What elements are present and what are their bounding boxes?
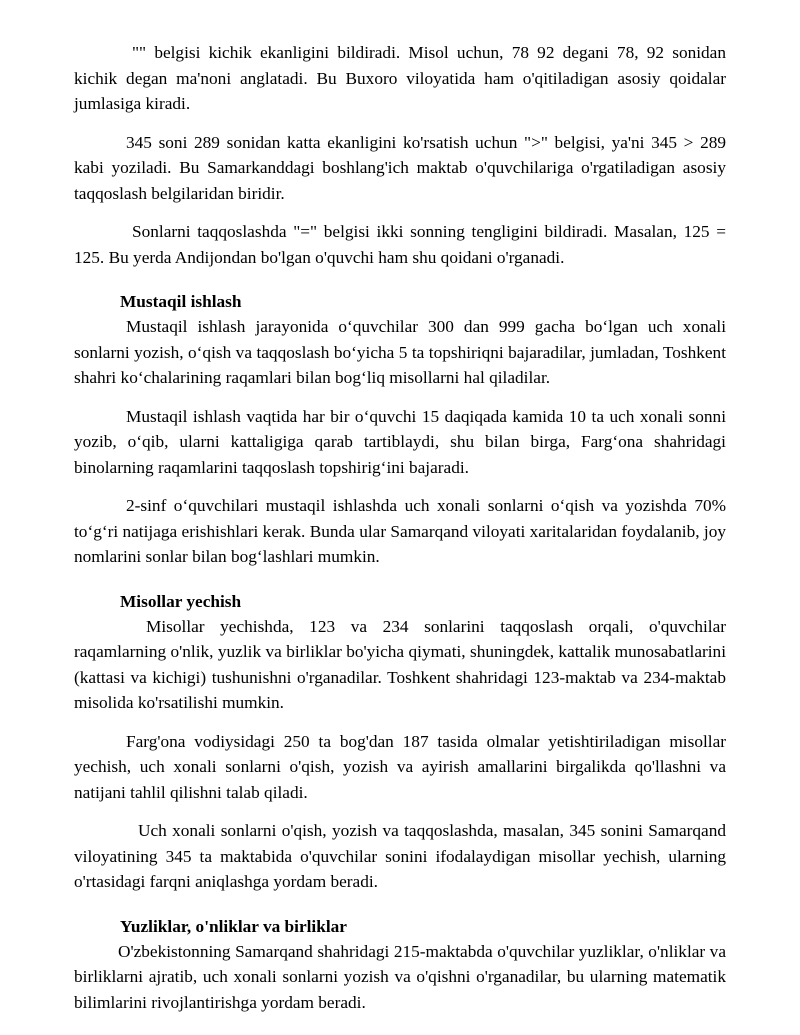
heading-misollar-yechish: Misollar yechish xyxy=(120,591,242,611)
paragraph-equals-sign: Sonlarni taqqoslashda "=" belgisi ikki sonning tengligini bildiradi. Masalan, 125 = 125. Bu yerda Andijondan bo'lgan o'quvchi ham shu qoidani o'rganadi. xyxy=(74,222,726,267)
heading-mustaqil-ishlash: Mustaqil ishlash xyxy=(120,292,242,311)
paragraph-examples-1: Misollar yechishda, 123 va 234 sonlarini taqqoslash orqali, o'quvchilar raqamlarning o'nlik, yuzlik va birliklar bo'yicha qiymati, shuningdek, kattalik munosabatlarini (kattasi va kichigi) tushunishni o'rganadilar. Toshkent shahridagi 123-maktab va 234-maktab misolida ko'rsatilishi mumkin. xyxy=(74,616,726,712)
paragraph-independent-work-2: Mustaqil ishlash vaqtida har bir o‘quvchi 15 daqiqada kamida 10 ta uch xonali sonni yozib, o‘qib, ularni kattaligiga qarab tartiblaydi, shu bilan birga, Farg‘ona shahridagi binolarning raqamlarini taqqoslash topshirig‘ini bajaradi. xyxy=(74,406,726,477)
paragraph-greater-than-sign: 345 soni 289 sonidan katta ekanligini ko'rsatish uchun ">" belgisi, ya'ni 345 > 289 kabi yoziladi. Bu Samarkanddagi boshlang'ich maktab o'quvchilariga o'rgatiladigan asosiy taqqoslash belgilaridan biridir. xyxy=(74,132,726,203)
paragraph-independent-work-3: 2-sinf o‘quvchilari mustaqil ishlashda uch xonali sonlarni o‘qish va yozishda 70% to‘g‘ri natijaga erishishlari kerak. Bunda ular Samarqand viloyati xaritalaridan foydalanib, joy nomlarini sonlar bilan bog‘lashlari mumkin. xyxy=(74,496,726,566)
heading-yuzliklar: Yuzliklar, o'nliklar va birliklar xyxy=(120,916,347,936)
document-page xyxy=(74,40,726,1015)
paragraph-place-values: O'zbekistonning Samarqand shahridagi 215-maktabda o'quvchilar yuzliklar, o'nliklar va birliklarni ajratib, uch xonali sonlarni yozish va o'qishni o'rganadilar, bu ularning matematik bilimlarini rivojlantirishga yordam beradi. xyxy=(74,941,726,1012)
paragraph-less-than-sign: "" belgisi kichik ekanligini bildiradi. Misol uchun, 78 92 degani 78, 92 sonidan kichik degan ma'noni anglatadi. Bu Buxoro viloyatida ham o'qitiladigan asosiy qoidalar jumlasiga kiradi. xyxy=(74,43,726,113)
paragraph-examples-2: Farg'ona vodiysidagi 250 ta bog'dan 187 tasida olmalar yetishtiriladigan misollar yechish, uch xonali sonlarni o'qish, yozish va ayirish amallarini birgalikda qo'llashni va natijani tahlil qilishni talab qiladi. xyxy=(74,731,726,802)
paragraph-examples-3: Uch xonali sonlarni o'qish, yozish va taqqoslashda, masalan, 345 sonini Samarqand viloyatining 345 ta maktabida o'quvchilar sonini ifodalaydigan misollar yechish, ularning o'rtasidagi farqni aniqlashga yordam beradi. xyxy=(74,821,726,891)
paragraph-independent-work-1: Mustaqil ishlash jarayonida o‘quvchilar 300 dan 999 gacha bo‘lgan uch xonali sonlarni yozish, o‘qish va taqqoslash bo‘yicha 5 ta topshiriqni bajaradilar, jumladan, Toshkent shahri ko‘chalarining raqamlari bilan bog‘liq misollarni hal qiladilar. xyxy=(74,317,726,387)
